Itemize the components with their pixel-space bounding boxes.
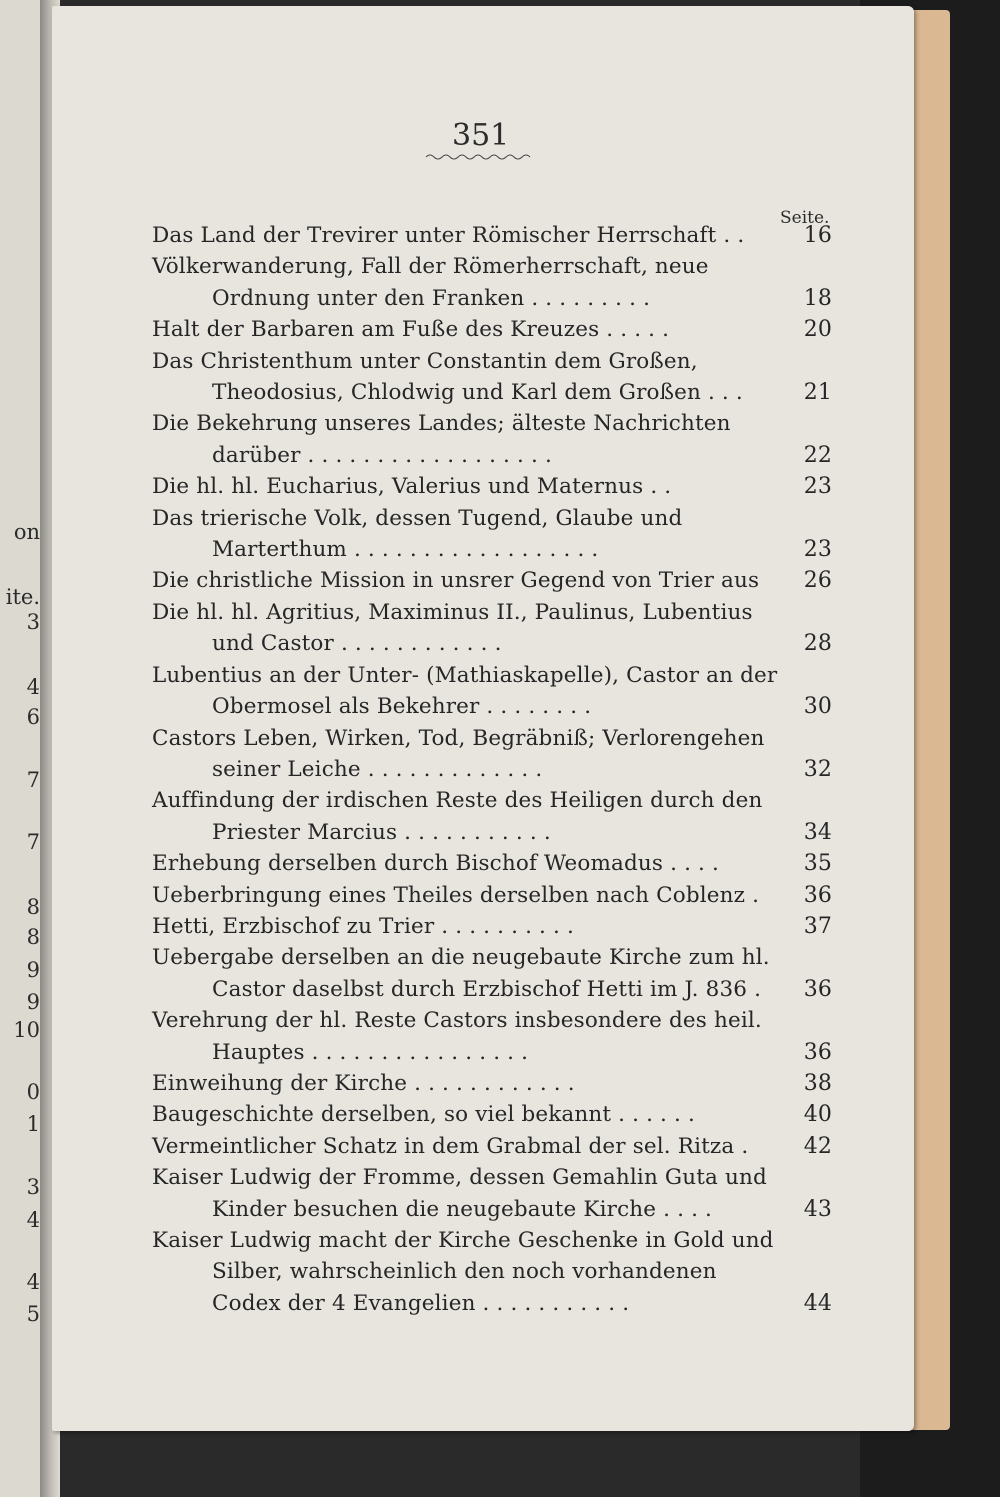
left-page-fragment: 8 (26, 895, 40, 919)
toc-entry-title: Ueberbringung eines Theiles derselben nach Coblenz . (152, 882, 760, 908)
left-page-fragment: 6 (26, 705, 40, 729)
toc-entry-page: 38 (803, 1070, 832, 1096)
toc-entry-title: Das Land der Trevirer unter Römischer Herrschaft . . (152, 223, 745, 248)
toc-entry-page: 23 (803, 537, 832, 563)
toc-entry-title: Halt der Barbaren am Fuße des Kreuzes . . . . . (152, 317, 670, 343)
toc-entry-page: 30 (803, 694, 832, 720)
toc-entry-title: Das trierische Volk, dessen Tugend, Glaube und Marterthum . . . . . . . . . . . . . . . . . . (152, 505, 683, 563)
toc-entry-page: 32 (803, 756, 832, 782)
left-page-fragment: 3 (26, 1175, 40, 1199)
toc-entry (152, 1131, 842, 1162)
toc-entry-page: 37 (803, 913, 832, 939)
toc-entry-title: Erhebung derselben durch Bischof Weomadus . . . . (152, 851, 719, 877)
toc-entry (152, 660, 842, 723)
left-page-fragment: 1 (26, 1112, 40, 1136)
toc-entry-page: 36 (803, 976, 832, 1002)
toc-entry-page: 26 (803, 568, 832, 594)
toc-entry (152, 785, 842, 848)
seite-label: Seite. (780, 208, 830, 228)
toc-entry-title: Vermeintlicher Schatz in dem Grabmal der sel. Ritza . (152, 1133, 749, 1159)
toc-entry (152, 1099, 842, 1130)
toc-entry (152, 1005, 842, 1068)
toc-entry-title: Castors Leben, Wirken, Tod, Begräbniß; Verlorengehen seiner Leiche . . . . . . . . . . . . . (152, 725, 765, 782)
toc-entry-title: Verehrung der hl. Reste Castors insbesondere des heil. Hauptes . . . . . . . . . . . . . . . . (152, 1008, 762, 1065)
toc-entry-page: 34 (803, 819, 832, 845)
toc-entry-title: Lubentius an der Unter- (Mathiaskapelle), Castor an der Obermosel als Bekehrer . . . . . . . . (152, 662, 778, 720)
toc-entry (152, 565, 842, 596)
toc-entry-page: 36 (803, 882, 832, 908)
toc-entry-title: Die hl. hl. Agritius, Maximinus II., Paulinus, Lubentius und Castor . . . . . . . . . . . . (152, 599, 753, 657)
toc-entry-page: 28 (803, 631, 832, 657)
ornament-rule (424, 152, 536, 162)
toc-entry (152, 1162, 842, 1225)
toc-entry (152, 220, 842, 251)
left-page-fragment: 10 (13, 1018, 40, 1042)
left-page-fragment: ite. (5, 585, 40, 609)
left-page-fragment: 7 (26, 830, 40, 854)
toc-entry-title: Die Bekehrung unseres Landes; älteste Nachrichten darüber . . . . . . . . . . . . . . . . . . (152, 411, 731, 468)
left-page-fragment: 3 (26, 610, 40, 634)
toc-entry-title: Kaiser Ludwig der Fromme, dessen Gemahlin Guta und Kinder besuchen die neugebaute Kirche . . . . (152, 1165, 767, 1222)
toc-entry-title: Die hl. hl. Eucharius, Valerius und Maternus . . (152, 474, 672, 500)
main-page (52, 6, 914, 1431)
toc-entry (152, 597, 842, 660)
toc-entry-page: 18 (803, 285, 832, 311)
toc-entry-page: 35 (803, 851, 832, 877)
toc-entry-page: 43 (803, 1196, 832, 1222)
toc-entry-title: Baugeschichte derselben, so viel bekannt . . . . . . (152, 1102, 695, 1128)
toc-entry-title: Auffindung der irdischen Reste des Heiligen durch den Priester Marcius . . . . . . . . . . . (152, 788, 763, 845)
toc-entry (152, 314, 842, 345)
toc-entry-page: 40 (803, 1102, 832, 1128)
toc-entry (152, 503, 842, 566)
toc-entry-page: 16 (803, 223, 832, 248)
toc-entry (152, 880, 842, 911)
toc-entry-page: 20 (803, 317, 832, 343)
toc-entry (152, 942, 842, 1005)
table-of-contents (152, 220, 842, 1319)
toc-entry-title: Die christliche Mission in unsrer Gegend von Trier aus (152, 568, 760, 594)
left-page-fragment: 4 (26, 1270, 40, 1294)
toc-entry (152, 471, 842, 502)
toc-entry-title: Uebergabe derselben an die neugebaute Kirche zum hl. Castor daselbst durch Erzbischof Hetti im J. 836 . (152, 945, 770, 1002)
toc-entry (152, 408, 842, 471)
toc-entry-page: 21 (803, 380, 832, 406)
toc-entry-title: Das Christenthum unter Constantin dem Großen, Theodosius, Chlodwig und Karl dem Großen . . . (152, 348, 743, 406)
toc-entry-title: Hetti, Erzbischof zu Trier . . . . . . . . . . (152, 913, 574, 939)
toc-entry (152, 723, 842, 786)
toc-entry (152, 346, 842, 409)
toc-entry (152, 911, 842, 942)
left-page-fragment: on (13, 520, 40, 544)
left-page-fragment: 9 (26, 958, 40, 982)
toc-entry-page: 44 (803, 1290, 832, 1316)
toc-entry (152, 1225, 842, 1319)
left-page-fragment: 0 (26, 1080, 40, 1104)
left-page-fragment: 7 (26, 768, 40, 792)
toc-entry (152, 848, 842, 879)
toc-entry (152, 251, 842, 314)
toc-entry-page: 36 (803, 1039, 832, 1065)
left-page-fragment: 8 (26, 925, 40, 949)
toc-entry-title: Kaiser Ludwig macht der Kirche Geschenke in Gold und Silber, wahrscheinlich den noch vorhandenen Codex der 4 Evangelien . . . . . . . . . . . (152, 1228, 774, 1316)
toc-entry-page: 42 (803, 1133, 832, 1159)
toc-entry-title: Völkerwanderung, Fall der Römerherrschaft, neue Ordnung unter den Franken . . . . . . . . . (152, 254, 709, 311)
left-page-fragment: 5 (26, 1302, 40, 1326)
page-number: 351 (452, 118, 510, 153)
toc-entry-title: Einweihung der Kirche . . . . . . . . . . . . (152, 1070, 575, 1096)
left-page-fragment: 4 (26, 1208, 40, 1232)
toc-entry-page: 22 (803, 442, 832, 468)
toc-entry-page: 23 (803, 474, 832, 500)
left-page-fragment: 9 (26, 990, 40, 1014)
toc-entry (152, 1068, 842, 1099)
left-page-fragment: 4 (26, 675, 40, 699)
